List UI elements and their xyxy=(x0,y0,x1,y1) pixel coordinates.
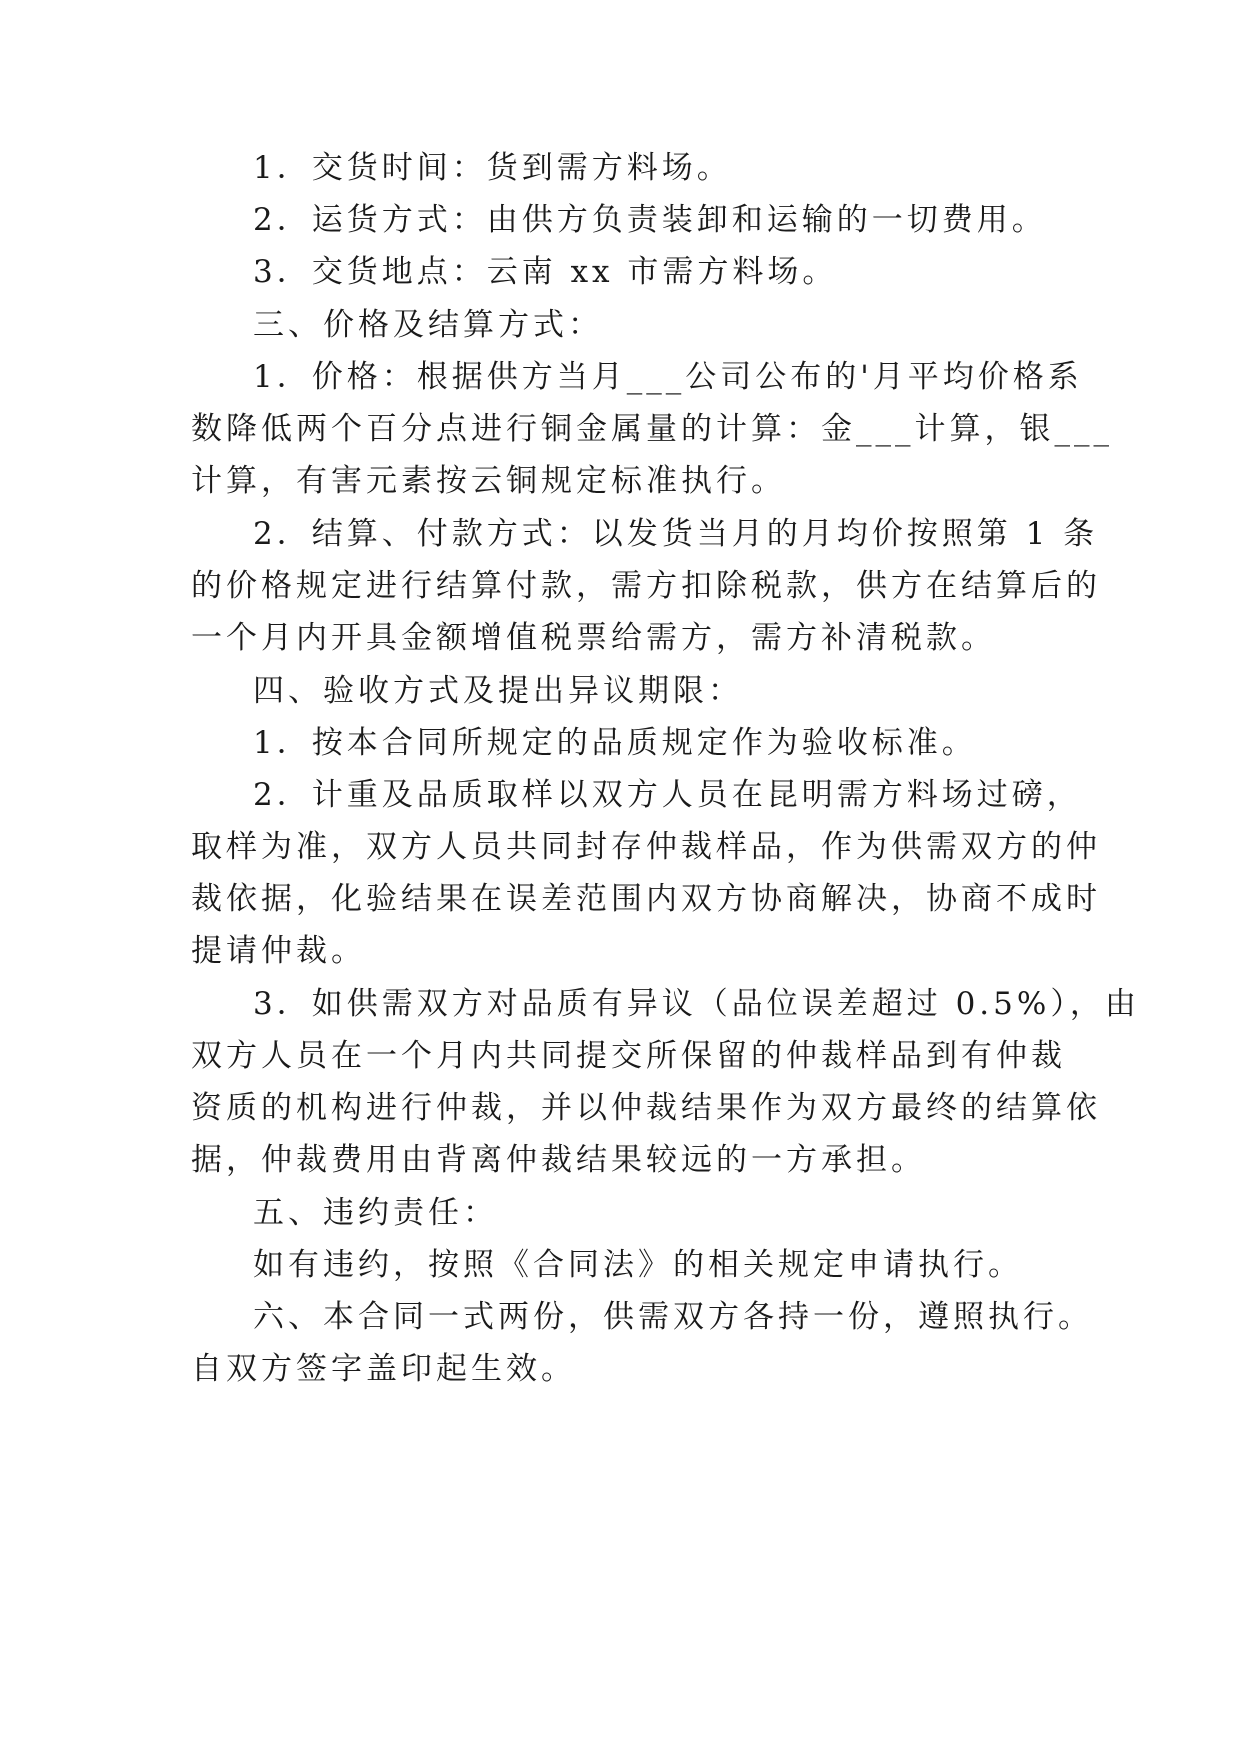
dispute-paragraph-line: 3．如供需双方对品质有异议（品位误差超过 0.5%），由 xyxy=(253,986,1140,1022)
weighing-paragraph-line: 裁依据，化验结果在误差范围内双方协商解决，协商不成时 xyxy=(191,881,1101,917)
price-paragraph-line: 1．价格：根据供方当月___公司公布的'月平均价格系 xyxy=(253,359,1083,395)
dispute-paragraph-line: 双方人员在一个月内共同提交所保留的仲裁样品到有仲裁 xyxy=(191,1038,1066,1074)
section-heading-price: 三、价格及结算方式： xyxy=(253,307,603,343)
price-paragraph-line: 数降低两个百分点进行铜金属量的计算：金___计算，银___ xyxy=(191,411,1113,447)
dispute-paragraph-line: 据，仲裁费用由背离仲裁结果较远的一方承担。 xyxy=(191,1142,926,1178)
price-paragraph-line: 计算，有害元素按云铜规定标准执行。 xyxy=(191,463,786,499)
section-heading-acceptance: 四、验收方式及提出异议期限： xyxy=(253,673,743,709)
delivery-place-line: 3．交货地点：云南 xx 市需方料场。 xyxy=(253,254,838,290)
copies-paragraph-line: 自双方签字盖印起生效。 xyxy=(191,1351,576,1387)
settlement-paragraph-line: 的价格规定进行结算付款，需方扣除税款，供方在结算后的 xyxy=(191,568,1101,604)
weighing-paragraph-line: 取样为准，双方人员共同封存仲裁样品，作为供需双方的仲 xyxy=(191,829,1101,865)
delivery-time-line: 1．交货时间：货到需方料场。 xyxy=(253,150,732,186)
weighing-paragraph-line: 2．计重及品质取样以双方人员在昆明需方料场过磅， xyxy=(253,777,1082,813)
settlement-paragraph-line: 一个月内开具金额增值税票给需方，需方补清税款。 xyxy=(191,620,996,656)
transport-method-line: 2．运货方式：由供方负责装卸和运输的一切费用。 xyxy=(253,202,1047,238)
dispute-paragraph-line: 资质的机构进行仲裁，并以仲裁结果作为双方最终的结算依 xyxy=(191,1090,1101,1126)
section-heading-liability: 五、违约责任： xyxy=(253,1195,498,1231)
copies-paragraph-line: 六、本合同一式两份，供需双方各持一份，遵照执行。 xyxy=(253,1299,1093,1335)
settlement-paragraph-line: 2．结算、付款方式：以发货当月的月均价按照第 1 条 xyxy=(253,516,1099,552)
weighing-paragraph-line: 提请仲裁。 xyxy=(191,933,366,969)
liability-line: 如有违约，按照《合同法》的相关规定申请执行。 xyxy=(253,1247,1023,1283)
acceptance-standard-line: 1．按本合同所规定的品质规定作为验收标准。 xyxy=(253,725,977,761)
